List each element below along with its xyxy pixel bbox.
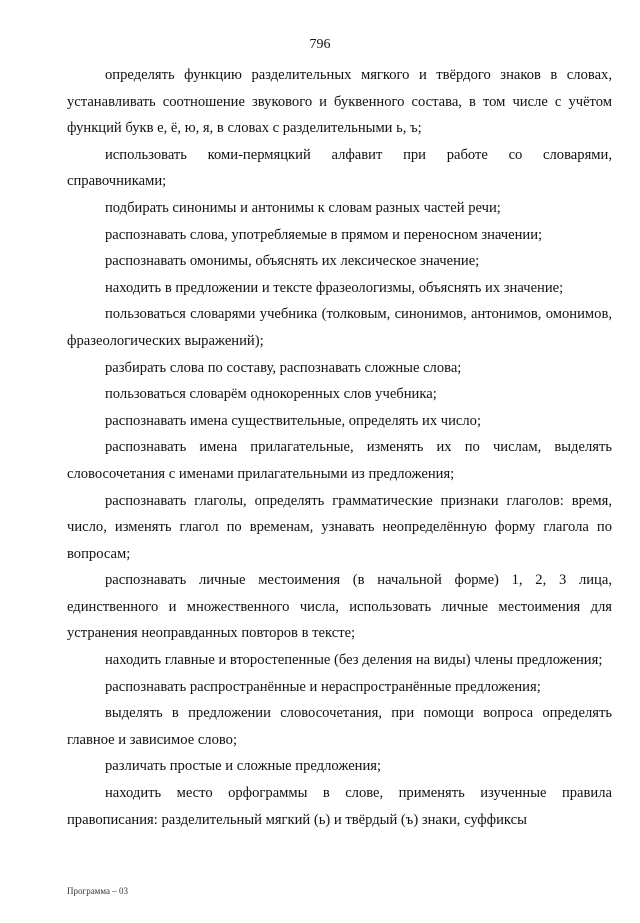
paragraph: распознавать личные местоимения (в начальной форме) 1, 2, 3 лица, единственного и множественного числа, использовать личные местоимения для устранения неоправданных повторов в тексте; bbox=[67, 572, 612, 642]
paragraph: распознавать распространённые и нераспространённые предложения; bbox=[105, 678, 541, 695]
footer-label: Программа – 03 bbox=[67, 886, 129, 896]
paragraph: разбирать слова по составу, распознавать сложные слова; bbox=[105, 359, 462, 376]
paragraph: находить место орфограммы в слове, применять изученные правила правописания: разделительный мягкий (ь) и твёрдый (ъ) знаки, суффиксы bbox=[67, 785, 612, 828]
paragraph: находить главные и второстепенные (без деления на виды) члены предложения; bbox=[105, 652, 603, 669]
paragraph: использовать коми-пермяцкий алфавит при работе со словарями, справочниками; bbox=[67, 146, 612, 190]
document-body bbox=[67, 62, 612, 833]
paragraph: определять функцию разделительных мягкого и твёрдого знаков в словах, устанавливать соотношение звукового и буквенного состава, в том числе с учётом функций букв е, ё, ю, я, в словах с разделительными ь, ъ; bbox=[67, 67, 612, 137]
paragraph: подбирать синонимы и антонимы к словам разных частей речи; bbox=[105, 199, 501, 216]
paragraph: пользоваться словарём однокоренных слов учебника; bbox=[105, 386, 437, 403]
paragraph: распознавать омонимы, объяснять их лексическое значение; bbox=[105, 253, 480, 270]
paragraph: выделять в предложении словосочетания, при помощи вопроса определять главное и зависимое слово; bbox=[67, 705, 612, 748]
paragraph: пользоваться словарями учебника (толковым, синонимов, антонимов, омонимов, фразеологических выражений); bbox=[67, 306, 612, 349]
paragraph: распознавать глаголы, определять грамматические признаки глаголов: время, число, изменять глагол по временам, узнавать неопределённую форму глагола по вопросам; bbox=[67, 492, 612, 562]
page-number: 796 bbox=[309, 37, 331, 52]
paragraph: распознавать имена существительные, определять их число; bbox=[105, 412, 482, 429]
paragraph: распознавать слова, употребляемые в прямом и переносном значении; bbox=[105, 226, 543, 243]
paragraph: распознавать имена прилагательные, изменять их по числам, выделять словосочетания с именами прилагательными из предложения; bbox=[67, 439, 612, 482]
paragraph: находить в предложении и тексте фразеологизмы, объяснять их значение; bbox=[105, 279, 564, 296]
paragraph: различать простые и сложные предложения; bbox=[105, 758, 382, 775]
